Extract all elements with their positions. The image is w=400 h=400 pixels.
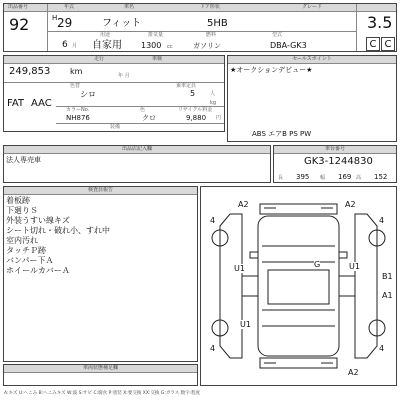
sales-point-label: セールスポイント xyxy=(228,56,396,64)
car-name: フィット xyxy=(102,18,142,29)
sales-point-text: ★オークションデビュー★ xyxy=(230,66,313,74)
model: DBA-GK3 xyxy=(270,41,307,50)
width: 169 xyxy=(338,173,352,181)
month-unit: 月 xyxy=(72,43,78,49)
lot-label: 出品番号 xyxy=(8,4,29,10)
note-line: ホイールカバーＡ xyxy=(6,266,70,275)
recycle-fee-label: リサイクル料金 xyxy=(178,107,213,113)
equipment: ABS エアB PS PW xyxy=(252,130,312,138)
model-label: 型式 xyxy=(272,32,283,38)
inspector-label: 検査員報告 xyxy=(4,187,197,195)
cc-label: 排気量 xyxy=(148,32,164,38)
capacity-unit: 人 xyxy=(210,91,216,97)
inspector-notes xyxy=(6,196,110,276)
remarks-label: 出品店記入欄 xyxy=(4,146,270,154)
color-change-label: 色替 xyxy=(70,83,81,89)
length-label: 長 xyxy=(278,175,284,181)
door-type: 5HB xyxy=(207,18,228,29)
note-line: シート切れ・破れ小、すれ中 xyxy=(6,226,110,235)
mark-u1-left: U1 xyxy=(234,264,245,273)
mileage-label: 走行 xyxy=(94,56,105,62)
bottom-label: 車両状態補足欄 xyxy=(4,365,197,373)
ac: AAC xyxy=(31,98,52,109)
spec-label-bar xyxy=(4,56,224,64)
color: クロ xyxy=(142,114,156,122)
color-change: シロ xyxy=(80,90,96,99)
score: 3.5 xyxy=(367,13,393,32)
year-label: 年式 xyxy=(64,4,75,10)
note-line: 外装うすい線キズ xyxy=(6,216,70,225)
mark-g-roof: G xyxy=(314,260,321,269)
shift: FAT xyxy=(7,98,25,109)
mileage: 249,853 xyxy=(9,66,51,77)
mileage-unit: km xyxy=(70,67,83,76)
remarks-text: 法人専売車 xyxy=(6,156,41,164)
height-label: 高 xyxy=(356,175,362,181)
mark-4-rear-right: 4 xyxy=(379,344,385,353)
chassis-label: 車台番号 xyxy=(274,146,396,154)
mark-a2-rear-right: A2 xyxy=(348,368,359,377)
exterior-grade: C xyxy=(381,37,395,51)
footer-legend: A:キズ U:へこみ B:へこみキズ W:波 S:サビ C:腐食 P:塗装 X:要交換 XX:交換 G:ガラス 数字:程度 xyxy=(4,391,201,396)
fuel-label: 燃料 xyxy=(206,32,217,38)
color-label: 色 xyxy=(140,107,146,113)
inspection-label: 車検 xyxy=(152,56,163,62)
note-line: タッチＰ跡 xyxy=(6,246,46,255)
mark-b1-right: B1 xyxy=(382,272,393,281)
note-line: 室内汚れ xyxy=(6,236,38,245)
usage: 自家用 xyxy=(92,40,122,51)
color-no-label: カラーNo. xyxy=(66,107,90,113)
door-label: ドア形状 xyxy=(200,4,220,10)
note-line: バンパー下Ａ xyxy=(6,256,54,265)
recycle-unit: 円 xyxy=(216,115,222,121)
cc-unit: cc xyxy=(167,44,173,50)
grade-label: グレード xyxy=(302,4,323,10)
length: 395 xyxy=(296,173,310,181)
load-unit: kg xyxy=(210,100,217,106)
interior-grade: C xyxy=(366,37,380,51)
usage-label: 用途 xyxy=(100,32,111,38)
note-line: 着板跡 xyxy=(6,196,30,205)
mark-a2-front-left: A2 xyxy=(238,200,249,209)
mark-4-front-left: 4 xyxy=(210,216,216,225)
mark-a1-right: A1 xyxy=(382,291,393,300)
mark-4-front-right: 4 xyxy=(379,216,385,225)
car-diagram xyxy=(200,186,397,386)
height: 152 xyxy=(374,173,388,181)
chassis-number: GK3-1244830 xyxy=(304,156,373,167)
equipment-label: 装備 xyxy=(110,124,121,130)
width-label: 幅 xyxy=(320,175,326,181)
header-label-bar xyxy=(4,4,396,12)
note-line: 下廻りＳ xyxy=(6,206,38,215)
capacity: 5 xyxy=(190,89,196,98)
lot-number: 92 xyxy=(9,15,30,34)
mark-u1-left-rear: U1 xyxy=(240,320,251,329)
month: 6 xyxy=(62,40,68,50)
displacement: 1300 xyxy=(141,41,162,50)
mark-u1-right: U1 xyxy=(349,262,360,271)
year: 29 xyxy=(57,16,73,30)
mark-4-rear-left: 4 xyxy=(210,344,216,353)
recycle-fee: 9,880 xyxy=(186,114,207,122)
fuel: ガソリン xyxy=(193,42,221,50)
inspection-unit: 年 月 xyxy=(118,73,130,79)
mark-a2-front-right: A2 xyxy=(345,200,356,209)
name-label: 車名 xyxy=(124,4,135,10)
color-no: NH876 xyxy=(66,114,90,122)
era: H xyxy=(52,14,58,22)
capacity-label: 乗車定員 xyxy=(176,83,197,89)
